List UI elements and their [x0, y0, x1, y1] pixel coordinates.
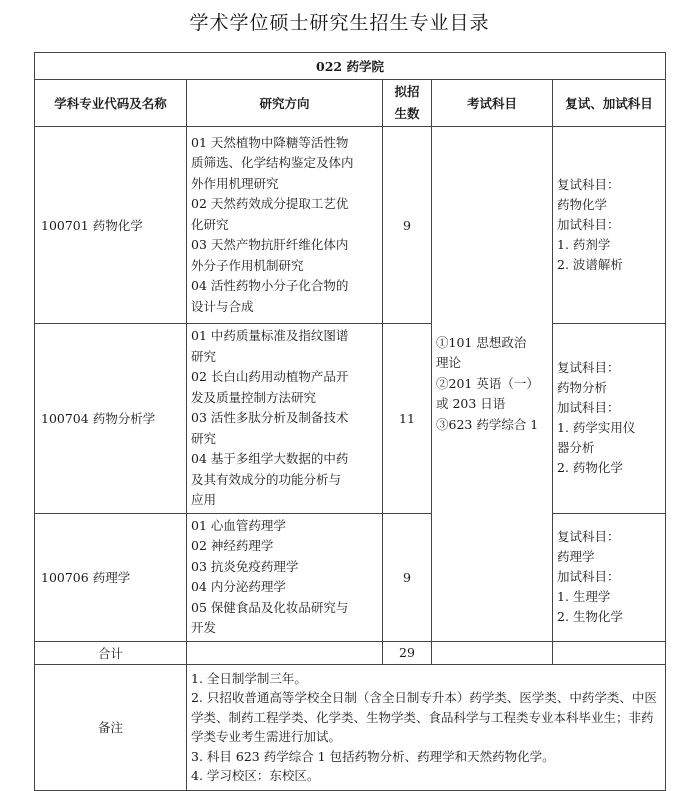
direction-line: 发及质量控制方法研究 [191, 389, 317, 405]
exam-line: 理论 [436, 355, 462, 370]
direction-line: 外分子作用机制研究 [191, 257, 304, 273]
retest-line: 器分析 [557, 440, 595, 456]
direction-line: 02 长白山药用动植物产品开 [191, 369, 349, 384]
quota-cell: 9 [383, 513, 432, 641]
header-direction: 研究方向 [187, 80, 383, 127]
quota-cell: 11 [383, 324, 432, 514]
exam-line: ①101 思想政治 [436, 334, 527, 350]
major-cell: 100701 药物化学 [35, 127, 187, 324]
total-row [35, 641, 666, 664]
header-exam: 考试科目 [432, 80, 553, 127]
exam-cell [432, 127, 553, 642]
exam-line: ②201 英语（一） [436, 375, 539, 391]
total-label: 合计 [35, 641, 187, 664]
notes-cell [187, 664, 666, 790]
direction-line: 外作用机理研究 [191, 175, 279, 191]
college-name: 022 药学院 [35, 53, 666, 80]
direction-line: 及其有效成分的功能分析与 [191, 471, 342, 487]
retest-line: 复试科目： [557, 529, 620, 544]
retest-cell [553, 324, 666, 514]
retest-line: 复试科目： [557, 177, 620, 192]
direction-line: 04 内分泌药理学 [191, 579, 286, 594]
major-cell: 100704 药物分析学 [35, 324, 187, 514]
retest-line: 2. 波谱解析 [557, 257, 623, 272]
direction-line: 03 活性多肽分析及制备技术 [191, 410, 349, 425]
exam-line: ③623 药学综合 1 [436, 416, 539, 432]
direction-cell [187, 127, 383, 324]
header-retest: 复试、加试科目 [553, 80, 666, 127]
retest-line: 1. 生理学 [557, 589, 611, 604]
catalog-table [34, 52, 666, 791]
direction-line: 质筛选、化学结构鉴定及体内 [191, 155, 354, 171]
retest-line: 加试科目： [557, 400, 620, 416]
retest-line: 2. 生物化学 [557, 609, 623, 624]
direction-line: 04 活性药物小分子化合物的 [191, 278, 349, 294]
header-quota-line1: 拟招 [394, 84, 420, 99]
header-major: 学科专业代码及名称 [35, 80, 187, 127]
notes-row [35, 664, 666, 790]
header-row [35, 80, 666, 127]
notes-label: 备注 [35, 664, 187, 790]
major-cell: 100706 药理学 [35, 513, 187, 641]
table-row [35, 127, 666, 324]
direction-line: 开发 [191, 620, 217, 635]
total-empty-cell [432, 641, 553, 664]
retest-line: 复试科目： [557, 360, 620, 376]
direction-line: 设计与合成 [191, 298, 254, 314]
note-item: 2. 只招收普通高等学校全日制（含全日制专升本）药学类、医学类、中药学类、中医学类、制药工程学类、化学类、生物学类、食品科学与工程类专业本科毕业生；非药学类专业考生需进行加试。 [191, 690, 657, 744]
retest-line: 加试科目： [557, 217, 620, 232]
retest-cell [553, 127, 666, 324]
direction-line: 01 心血管药理学 [191, 517, 286, 533]
header-quota-line2: 生数 [394, 106, 420, 121]
direction-line: 02 天然药效成分提取工艺优 [191, 196, 349, 212]
direction-line: 研究 [191, 430, 217, 446]
quota-cell: 9 [383, 127, 432, 324]
note-item: 1. 全日制学制三年。 [191, 670, 307, 686]
total-empty-cell [187, 641, 383, 664]
direction-cell [187, 324, 383, 514]
retest-line: 1. 药学实用仪 [557, 420, 636, 436]
direction-line: 01 中药质量标准及指纹图谱 [191, 328, 349, 343]
table-row [35, 513, 666, 641]
retest-line: 药理学 [557, 549, 595, 564]
direction-line: 01 天然植物中降糖等活性物 [191, 134, 349, 150]
note-item: 3. 科目 623 药学综合 1 包括药物分析、药理学和天然药物化学。 [191, 748, 555, 764]
exam-line: 或 203 日语 [436, 396, 506, 411]
direction-line: 03 天然产物抗肝纤维化体内 [191, 237, 349, 253]
direction-line: 02 神经药理学 [191, 538, 274, 553]
retest-cell [553, 513, 666, 641]
page-title: 学术学位硕士研究生招生专业目录 [189, 12, 490, 34]
retest-line: 药物化学 [557, 197, 608, 212]
direction-line: 研究 [191, 348, 217, 364]
direction-line: 应用 [191, 492, 217, 507]
retest-line: 药物分析 [557, 380, 608, 396]
retest-line: 2. 药物化学 [557, 460, 623, 476]
total-empty-cell [553, 641, 666, 664]
note-item: 4. 学习校区：东校区。 [191, 768, 320, 783]
retest-line: 加试科目： [557, 569, 620, 584]
direction-cell [187, 513, 383, 641]
direction-line: 03 抗炎免疫药理学 [191, 558, 299, 574]
direction-line: 04 基于多组学大数据的中药 [191, 451, 349, 466]
direction-line: 05 保健食品及化妆品研究与 [191, 599, 349, 615]
header-quota [383, 80, 432, 127]
total-value: 29 [383, 641, 432, 664]
table-row [35, 324, 666, 514]
retest-line: 1. 药剂学 [557, 237, 611, 252]
direction-line: 化研究 [191, 216, 229, 232]
